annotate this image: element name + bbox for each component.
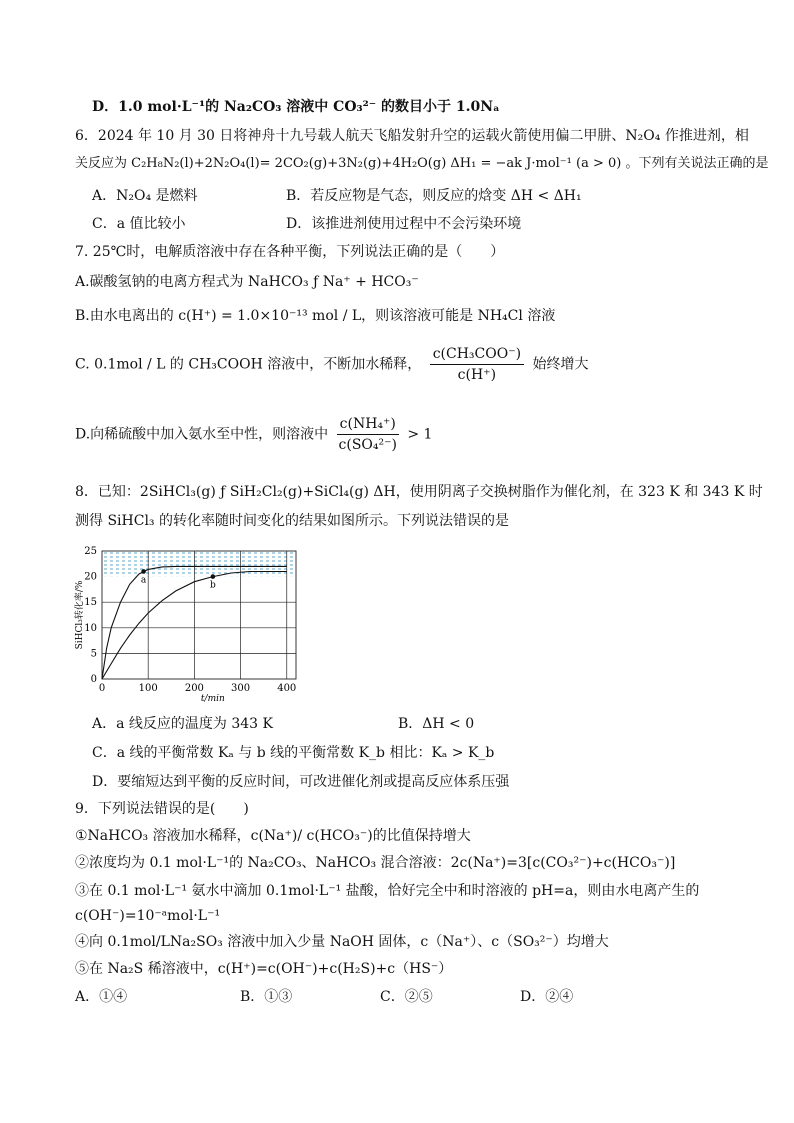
- q7-option-a: A.碳酸氢钠的电离方程式为 NaHCO₃ ƒ Na⁺ + HCO₃⁻: [75, 274, 419, 290]
- q9-statement-3b: c(OH⁻)=10⁻ᵃmol·L⁻¹: [75, 908, 221, 924]
- y-axis-label: SiHCl₃转化率/%: [75, 580, 85, 650]
- x-axis-label: t/min: [200, 694, 225, 703]
- q7-option-c: [75, 344, 589, 385]
- x-tick-label: 200: [184, 683, 204, 694]
- q7-option-d-numerator: c(NH₄⁺): [337, 414, 399, 435]
- q8-option-a: A．a 线反应的温度为 343 K: [92, 716, 273, 732]
- q7-option-c-tail: 始终增大: [532, 356, 589, 373]
- q8-stem-line2: 测得 SiHCl₃ 的转化率随时间变化的结果如图所示。下列说法错误的是: [75, 513, 509, 529]
- q6-option-d: D．该推进剂使用过程中不会污染环境: [286, 216, 522, 232]
- q9-stem: 9．下列说法错误的是( ): [75, 801, 249, 817]
- y-tick-label: 25: [84, 546, 97, 557]
- q6-option-a: A．N₂O₄ 是燃料: [92, 188, 198, 204]
- q5-option-d: D．1.0 mol·L⁻¹的 Na₂CO₃ 溶液中 CO₃²⁻ 的数目小于 1.0Nₐ: [92, 99, 500, 115]
- y-tick-label: 20: [84, 571, 97, 583]
- q8-option-b: B．ΔH < 0: [398, 716, 475, 732]
- q9-statement-4: ④向 0.1mol/LNa₂SO₃ 溶液中加入少量 NaOH 固体，c（Na⁺）、c（SO₃²⁻）均增大: [75, 934, 609, 950]
- point-a: [141, 569, 146, 574]
- q6-stem-line2: 关反应为 C₂H₈N₂(l)+2N₂O₄(l)= 2CO₂(g)+3N₂(g)+4H₂O(g) ΔH₁ = −ak J·mol⁻¹ (a > 0) 。下列有关说法正确的是: [75, 156, 769, 171]
- q7-option-c-numerator: c(CH₃COO⁻): [430, 344, 524, 365]
- q9-option-b: B．①③: [240, 989, 293, 1005]
- q9-option-a: A．①④: [75, 989, 128, 1005]
- q7-option-d: [75, 414, 432, 455]
- q7-option-c-denominator: c(H⁺): [457, 367, 497, 383]
- q7-option-d-tail: > 1: [407, 426, 433, 443]
- q7-stem: 7. 25℃时，电解质溶液中存在各种平衡，下列说法正确的是（ ）: [75, 244, 505, 260]
- y-tick-label: 0: [90, 674, 97, 685]
- point-label-a: a: [140, 575, 147, 586]
- q7-option-c-text: C. 0.1mol / L 的 CH₃COOH 溶液中，不断加水稀释，: [75, 356, 422, 373]
- y-tick-label: 5: [90, 648, 97, 660]
- q6-stem-line1: 6．2024 年 10 月 30 日将神舟十九号载人航天飞船发射升空的运载火箭使用偏二甲肼、N₂O₄ 作推进剂，相: [75, 128, 749, 144]
- plot-area: [74, 546, 296, 703]
- x-tick-label: 400: [277, 683, 297, 694]
- q6-option-b: B．若反应物是气态，则反应的焓变 ΔH < ΔH₁: [286, 188, 582, 204]
- q8-option-c: C．a 线的平衡常数 Kₐ 与 b 线的平衡常数 K_b 相比：Kₐ > K_b: [92, 745, 495, 761]
- point-b: [211, 574, 216, 579]
- y-tick-label: 10: [84, 622, 97, 634]
- q7-option-b: B.由水电离出的 c(H⁺) = 1.0×10⁻¹³ mol / L，则该溶液可能是 NH₄Cl 溶液: [75, 308, 556, 324]
- point-label-b: b: [209, 580, 216, 591]
- q9-statement-1: ①NaHCO₃ 溶液加水稀释，c(Na⁺)/ c(HCO₃⁻)的比值保持增大: [75, 828, 471, 844]
- conversion-chart: [74, 543, 304, 703]
- q7-option-d-fraction: [337, 414, 399, 455]
- x-tick-label: 0: [98, 683, 106, 694]
- q9-statement-5: ⑤在 Na₂S 稀溶液中，c(H⁺)=c(OH⁻)+c(H₂S)+c（HS⁻）: [75, 961, 453, 977]
- q9-option-d: D．②④: [520, 989, 574, 1005]
- q7-option-d-text: D.向稀硫酸中加入氨水至中性，则溶液中: [75, 426, 329, 443]
- q8-option-d: D．要缩短达到平衡的反应时间，可改进催化剂或提高反应体系压强: [92, 774, 510, 790]
- hatched-band: [102, 551, 296, 577]
- q9-statement-3a: ③在 0.1 mol·L⁻¹ 氨水中滴加 0.1mol·L⁻¹ 盐酸，恰好完全中和时溶液的 pH=a，则由水电离产生的: [75, 883, 700, 899]
- q9-option-c: C．②⑤: [380, 989, 433, 1005]
- q8-stem-line1: 8．已知：2SiHCl₃(g) ƒ SiH₂Cl₂(g)+SiCl₄(g) ΔH，使用阴离子交换树脂作为催化剂，在 323 K 和 343 K 时: [75, 484, 763, 500]
- q9-statement-2: ②浓度均为 0.1 mol·L⁻¹的 Na₂CO₃、NaHCO₃ 混合溶液：2c(Na⁺)=3[c(CO₃²⁻)+c(HCO₃⁻)]: [75, 855, 676, 871]
- x-tick-label: 100: [138, 683, 158, 694]
- y-tick-label: 15: [84, 597, 97, 609]
- q6-option-c: C．a 值比较小: [92, 216, 186, 232]
- x-tick-label: 300: [231, 683, 251, 694]
- q7-option-d-denominator: c(SO₄²⁻): [338, 437, 397, 453]
- q7-option-c-fraction: [430, 344, 524, 385]
